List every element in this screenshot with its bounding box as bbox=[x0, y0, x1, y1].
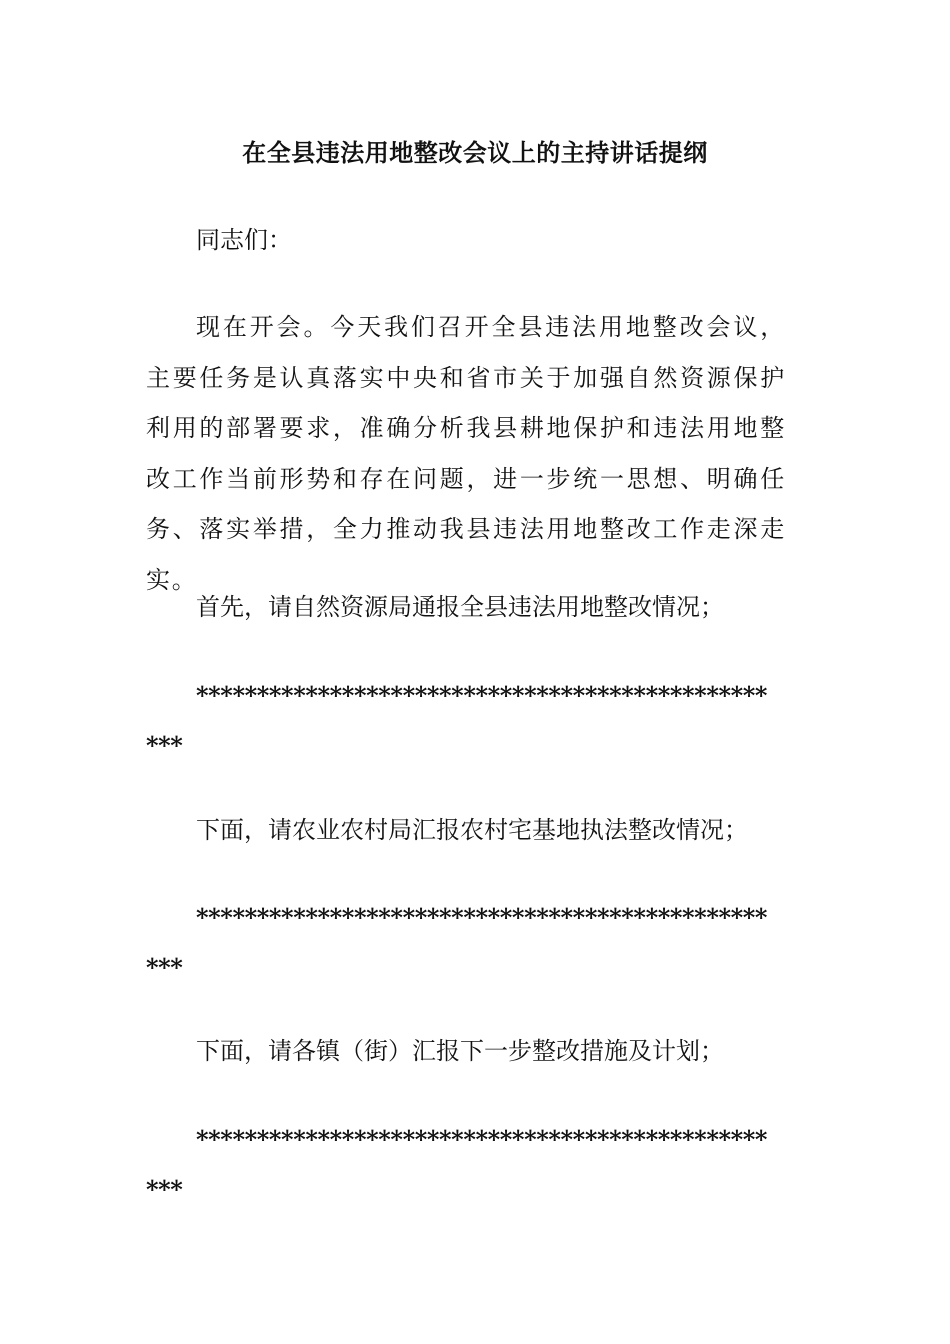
document-title: 在全县违法用地整改会议上的主持讲话提纲 bbox=[242, 138, 708, 167]
placeholder-stars-3: *********************************************** bbox=[196, 1125, 768, 1154]
placeholder-stars-2: *********************************************** bbox=[196, 903, 768, 932]
placeholder-stars-3-tail: *** bbox=[146, 1175, 183, 1204]
agenda-item-1: 首先，请自然资源局通报全县违法用地整改情况； bbox=[196, 593, 724, 621]
salutation: 同志们： bbox=[196, 226, 292, 254]
opening-paragraph: 现在开会。今天我们召开全县违法用地整改会议，主要任务是认真落实中央和省市关于加强自然资源保护利用的部署要求，准确分析我县耕地保护和违法用地整改工作当前形势和存在问题，进一步统一思想、明确任务、落实举措，全力推动我县违法用地整改工作走深走实。 bbox=[146, 313, 786, 594]
agenda-item-3: 下面，请各镇（街）汇报下一步整改措施及计划； bbox=[196, 1037, 724, 1065]
placeholder-stars-1-tail: *** bbox=[146, 731, 183, 760]
agenda-item-2: 下面，请农业农村局汇报农村宅基地执法整改情况； bbox=[196, 816, 748, 844]
placeholder-stars-1: *********************************************** bbox=[196, 681, 768, 710]
placeholder-stars-2-tail: *** bbox=[146, 953, 183, 982]
